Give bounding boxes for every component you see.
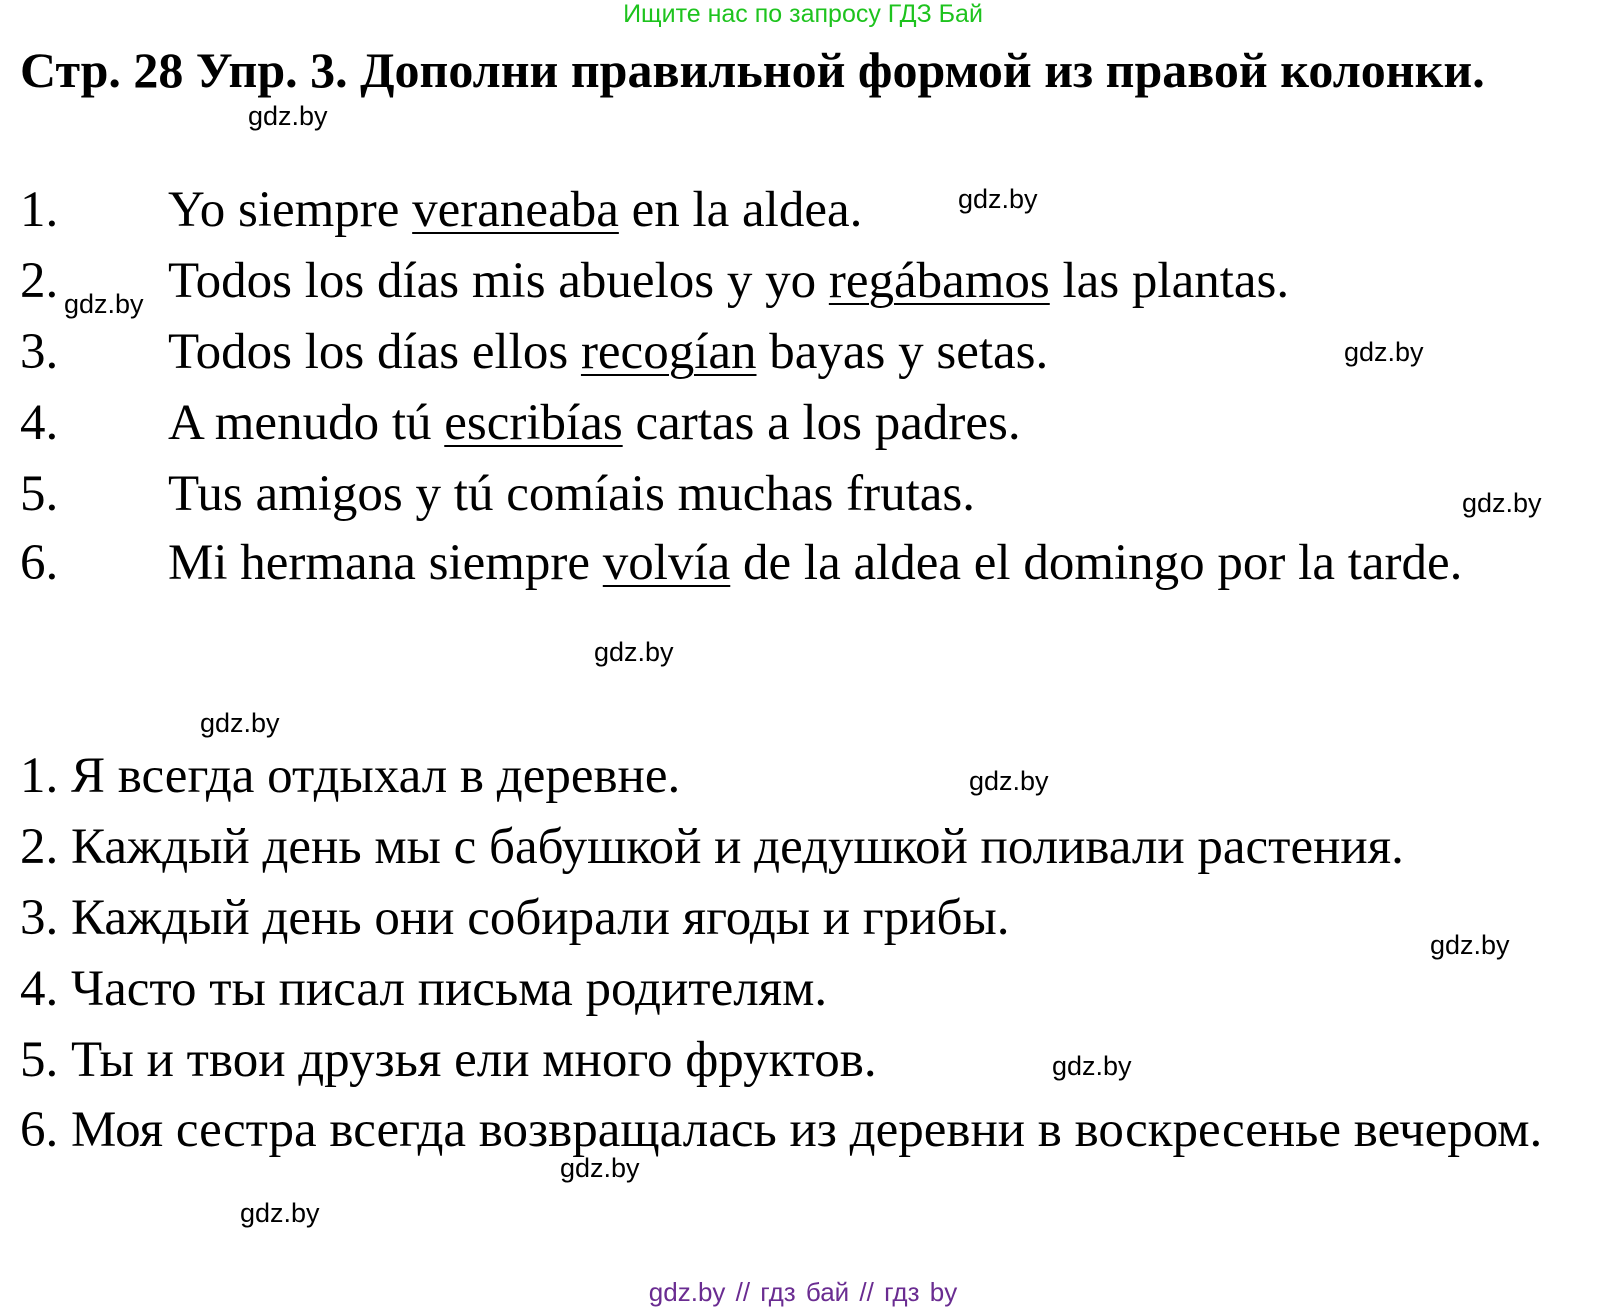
watermark: gdz.by — [1462, 488, 1542, 518]
spanish-sentence-6 — [20, 533, 1592, 593]
sentence-number: 1. — [20, 182, 59, 238]
sentence-text: las plantas. — [1049, 253, 1290, 309]
answer-verb: regábamos — [828, 253, 1050, 309]
watermark: gdz.by — [560, 1153, 640, 1183]
answer-verb: recogían — [580, 324, 757, 380]
spanish-sentence-4 — [20, 393, 1592, 453]
watermark: gdz.by — [64, 289, 144, 319]
sentence-text: A menudo tú — [168, 395, 445, 451]
spanish-sentence-1 — [20, 180, 1592, 240]
sentence-text: Yo siempre — [168, 182, 413, 238]
answer-verb: veraneaba — [412, 182, 619, 238]
watermark: gdz.by — [248, 101, 328, 131]
sentence-text: de la aldea el domingo por la tarde. — [730, 535, 1463, 591]
sentence-text: Tus amigos y tú comíais muchas frutas. — [168, 466, 975, 522]
site-footer: gdz.by // гдз бай // гдз by — [648, 1277, 958, 1307]
watermark: gdz.by — [969, 766, 1049, 796]
answer-verb: escribías — [444, 395, 623, 451]
sentence-text: cartas a los padres. — [622, 395, 1021, 451]
sentence-text: bayas y setas. — [756, 324, 1049, 380]
sentence-text: en la aldea. — [618, 182, 863, 238]
watermark: gdz.by — [1052, 1051, 1132, 1081]
watermark: gdz.by — [958, 184, 1038, 214]
watermark: gdz.by — [240, 1198, 320, 1228]
sentence-number: 2. — [20, 253, 59, 309]
sentence-number: 4. — [20, 395, 59, 451]
sentence-number: 5. — [20, 466, 59, 522]
sentence-number: 3. — [20, 324, 59, 380]
exercise-title: Стр. 28 Упр. 3. Дополни правильной формой из правой колонки. — [20, 42, 1485, 98]
spanish-sentence-5 — [20, 464, 1592, 524]
sentence-text: Todos los días mis abuelos y yo — [168, 253, 829, 309]
site-banner: Ищите нас по запросу ГДЗ Бай — [623, 0, 983, 28]
russian-translation-5: 5. Ты и твои друзья ели много фруктов. — [20, 1032, 877, 1088]
watermark: gdz.by — [200, 708, 280, 738]
watermark: gdz.by — [594, 637, 674, 667]
sentence-text: Mi hermana siempre — [168, 535, 603, 591]
watermark: gdz.by — [1344, 337, 1424, 367]
russian-translation-1: 1. Я всегда отдыхал в деревне. — [20, 748, 681, 804]
watermark: gdz.by — [1430, 930, 1510, 960]
russian-translation-6: 6. Моя сестра всегда возвращалась из деревни в воскресенье вечером. — [20, 1102, 1543, 1158]
russian-translation-3: 3. Каждый день они собирали ягоды и грибы. — [20, 890, 1010, 946]
sentence-number: 6. — [20, 535, 59, 591]
russian-translation-4: 4. Часто ты писал письма родителям. — [20, 961, 828, 1017]
answer-verb: volvía — [602, 535, 731, 591]
sentence-text: Todos los días ellos — [168, 324, 581, 380]
russian-translation-2: 2. Каждый день мы с бабушкой и дедушкой поливали растения. — [20, 819, 1404, 875]
spanish-sentence-2 — [20, 251, 1592, 311]
